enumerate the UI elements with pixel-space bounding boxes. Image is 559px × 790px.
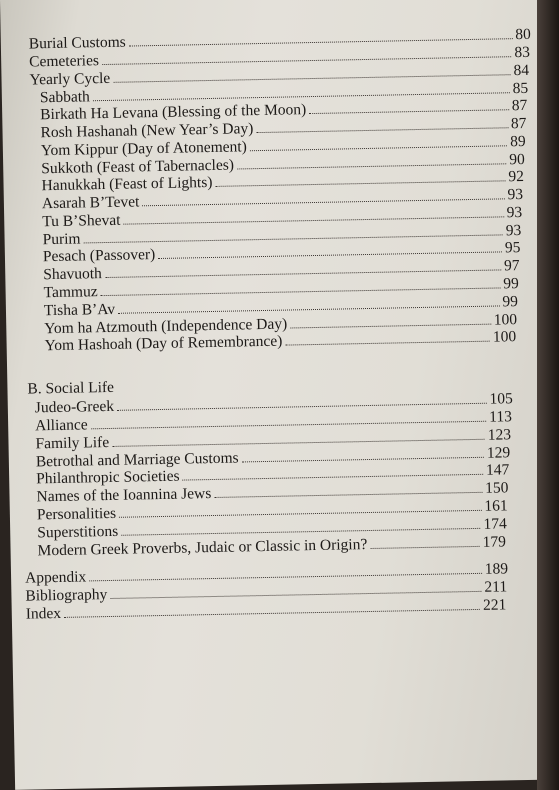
toc-entry-page-number: 174	[483, 515, 507, 533]
toc-entry-title: Tammuz	[43, 283, 98, 302]
toc-entry-title: Bibliography	[25, 586, 108, 605]
toc-entry-page-number: 221	[482, 596, 507, 614]
toc-entry-page-number: 147	[485, 461, 510, 479]
toc-entry-title: Tu B’Shevat	[42, 211, 121, 231]
toc-entry-title: Cemeteries	[29, 52, 100, 71]
toc-entry-title: Names of the Ioannina Jews	[36, 485, 212, 506]
toc-entry-page-number: 189	[484, 560, 509, 578]
toc-entry-page-number: 113	[489, 408, 513, 426]
toc-entry-title: Hanukkah (Feast of Lights)	[41, 173, 213, 195]
toc-entry-title: Tisha B’Av	[43, 300, 116, 320]
toc-entry-page-number: 100	[493, 311, 518, 329]
toc-entry-page-number: 211	[484, 578, 508, 596]
toc-entry-page-number: 93	[505, 222, 522, 240]
dot-leader	[89, 562, 482, 582]
toc-entry-title: Pesach (Passover)	[42, 246, 156, 266]
toc-entry-title: Yom Hashoah (Day of Remembrance)	[44, 332, 283, 355]
toc-entry-page-number: 129	[486, 444, 511, 462]
dot-leader	[290, 313, 491, 329]
toc-entry-title: Personalities	[36, 504, 117, 524]
toc-entry-page-number: 93	[506, 204, 523, 222]
toc-entry-title: Betrothal and Marriage Customs	[35, 449, 239, 471]
book-edge-shadow	[537, 0, 559, 790]
toc-entry-title: Yearly Cycle	[29, 69, 111, 89]
toc-entry-page-number: 84	[513, 61, 530, 80]
toc-entry-page-number: 100	[492, 328, 517, 346]
toc-entry-title: Sukkoth (Feast of Tabernacles)	[41, 156, 235, 178]
toc-entry-title: Modern Greek Proverbs, Judaic or Classic in Origin?	[37, 536, 368, 560]
toc-entry-title: Purim	[42, 230, 81, 249]
toc-entry-page-number: 179	[482, 533, 507, 551]
toc-entry-title: Philanthropic Societies	[36, 467, 180, 488]
toc-entry-title: Family Life	[35, 433, 110, 453]
toc-entry-page-number: 90	[509, 150, 525, 169]
toc-entry-page-number: 105	[489, 390, 513, 408]
dot-leader	[285, 330, 490, 346]
toc-entry-page-number: 99	[502, 293, 519, 311]
toc-entry-title: Yom ha Atzmouth (Independence Day)	[44, 315, 288, 338]
toc-entry-title: Index	[25, 604, 62, 623]
toc-entry-title: Judeo-Greek	[34, 397, 115, 417]
dot-leader	[370, 535, 480, 549]
dot-leader	[129, 27, 513, 46]
toc-entry-title: Superstitions	[37, 522, 119, 542]
toc-entry-title: Burial Customs	[28, 33, 126, 53]
toc-entry-page-number: 80	[515, 25, 531, 44]
dot-leader	[256, 116, 508, 133]
toc-entry-title: Appendix	[24, 568, 87, 587]
toc-entry-page-number: 161	[484, 497, 508, 515]
toc-entry-page-number: 87	[511, 96, 528, 115]
toc-entry-title: Birkath Ha Levana (Blessing of the Moon)	[40, 101, 307, 124]
toc-entry-title: Shavuoth	[43, 265, 102, 284]
toc-entry-page-number: 97	[503, 257, 520, 275]
section-heading: B. Social Life	[27, 378, 115, 398]
toc-entry-page-number: 93	[507, 185, 524, 204]
toc-entry-title: Yom Kippur (Day of Atonement)	[40, 138, 247, 160]
dot-leader	[117, 392, 487, 411]
toc-entry-title: Asarah B’Tevet	[41, 193, 140, 213]
toc-entry-page-number: 92	[508, 167, 525, 186]
toc-entry-page-number: 95	[504, 239, 521, 257]
toc-entry-page-number: 150	[485, 479, 509, 497]
dot-leader	[250, 134, 508, 151]
dot-leader	[214, 481, 482, 498]
dot-leader	[237, 152, 507, 169]
toc-entry-page-number: 123	[487, 426, 512, 444]
toc-entry-page-number: 89	[509, 132, 526, 151]
toc-entry-title: Alliance	[35, 416, 88, 435]
toc-entry-title: Rosh Hashanah (New Year’s Day)	[40, 120, 254, 142]
toc-entry-title: Sabbath	[39, 88, 90, 107]
toc-entry-page-number: 85	[512, 79, 529, 98]
dot-leader	[241, 446, 484, 463]
toc-entry-page-number: 87	[510, 114, 527, 133]
toc-entry-page-number: 83	[514, 43, 531, 62]
toc-entry-page-number: 99	[503, 275, 519, 293]
dot-leader	[309, 98, 509, 114]
